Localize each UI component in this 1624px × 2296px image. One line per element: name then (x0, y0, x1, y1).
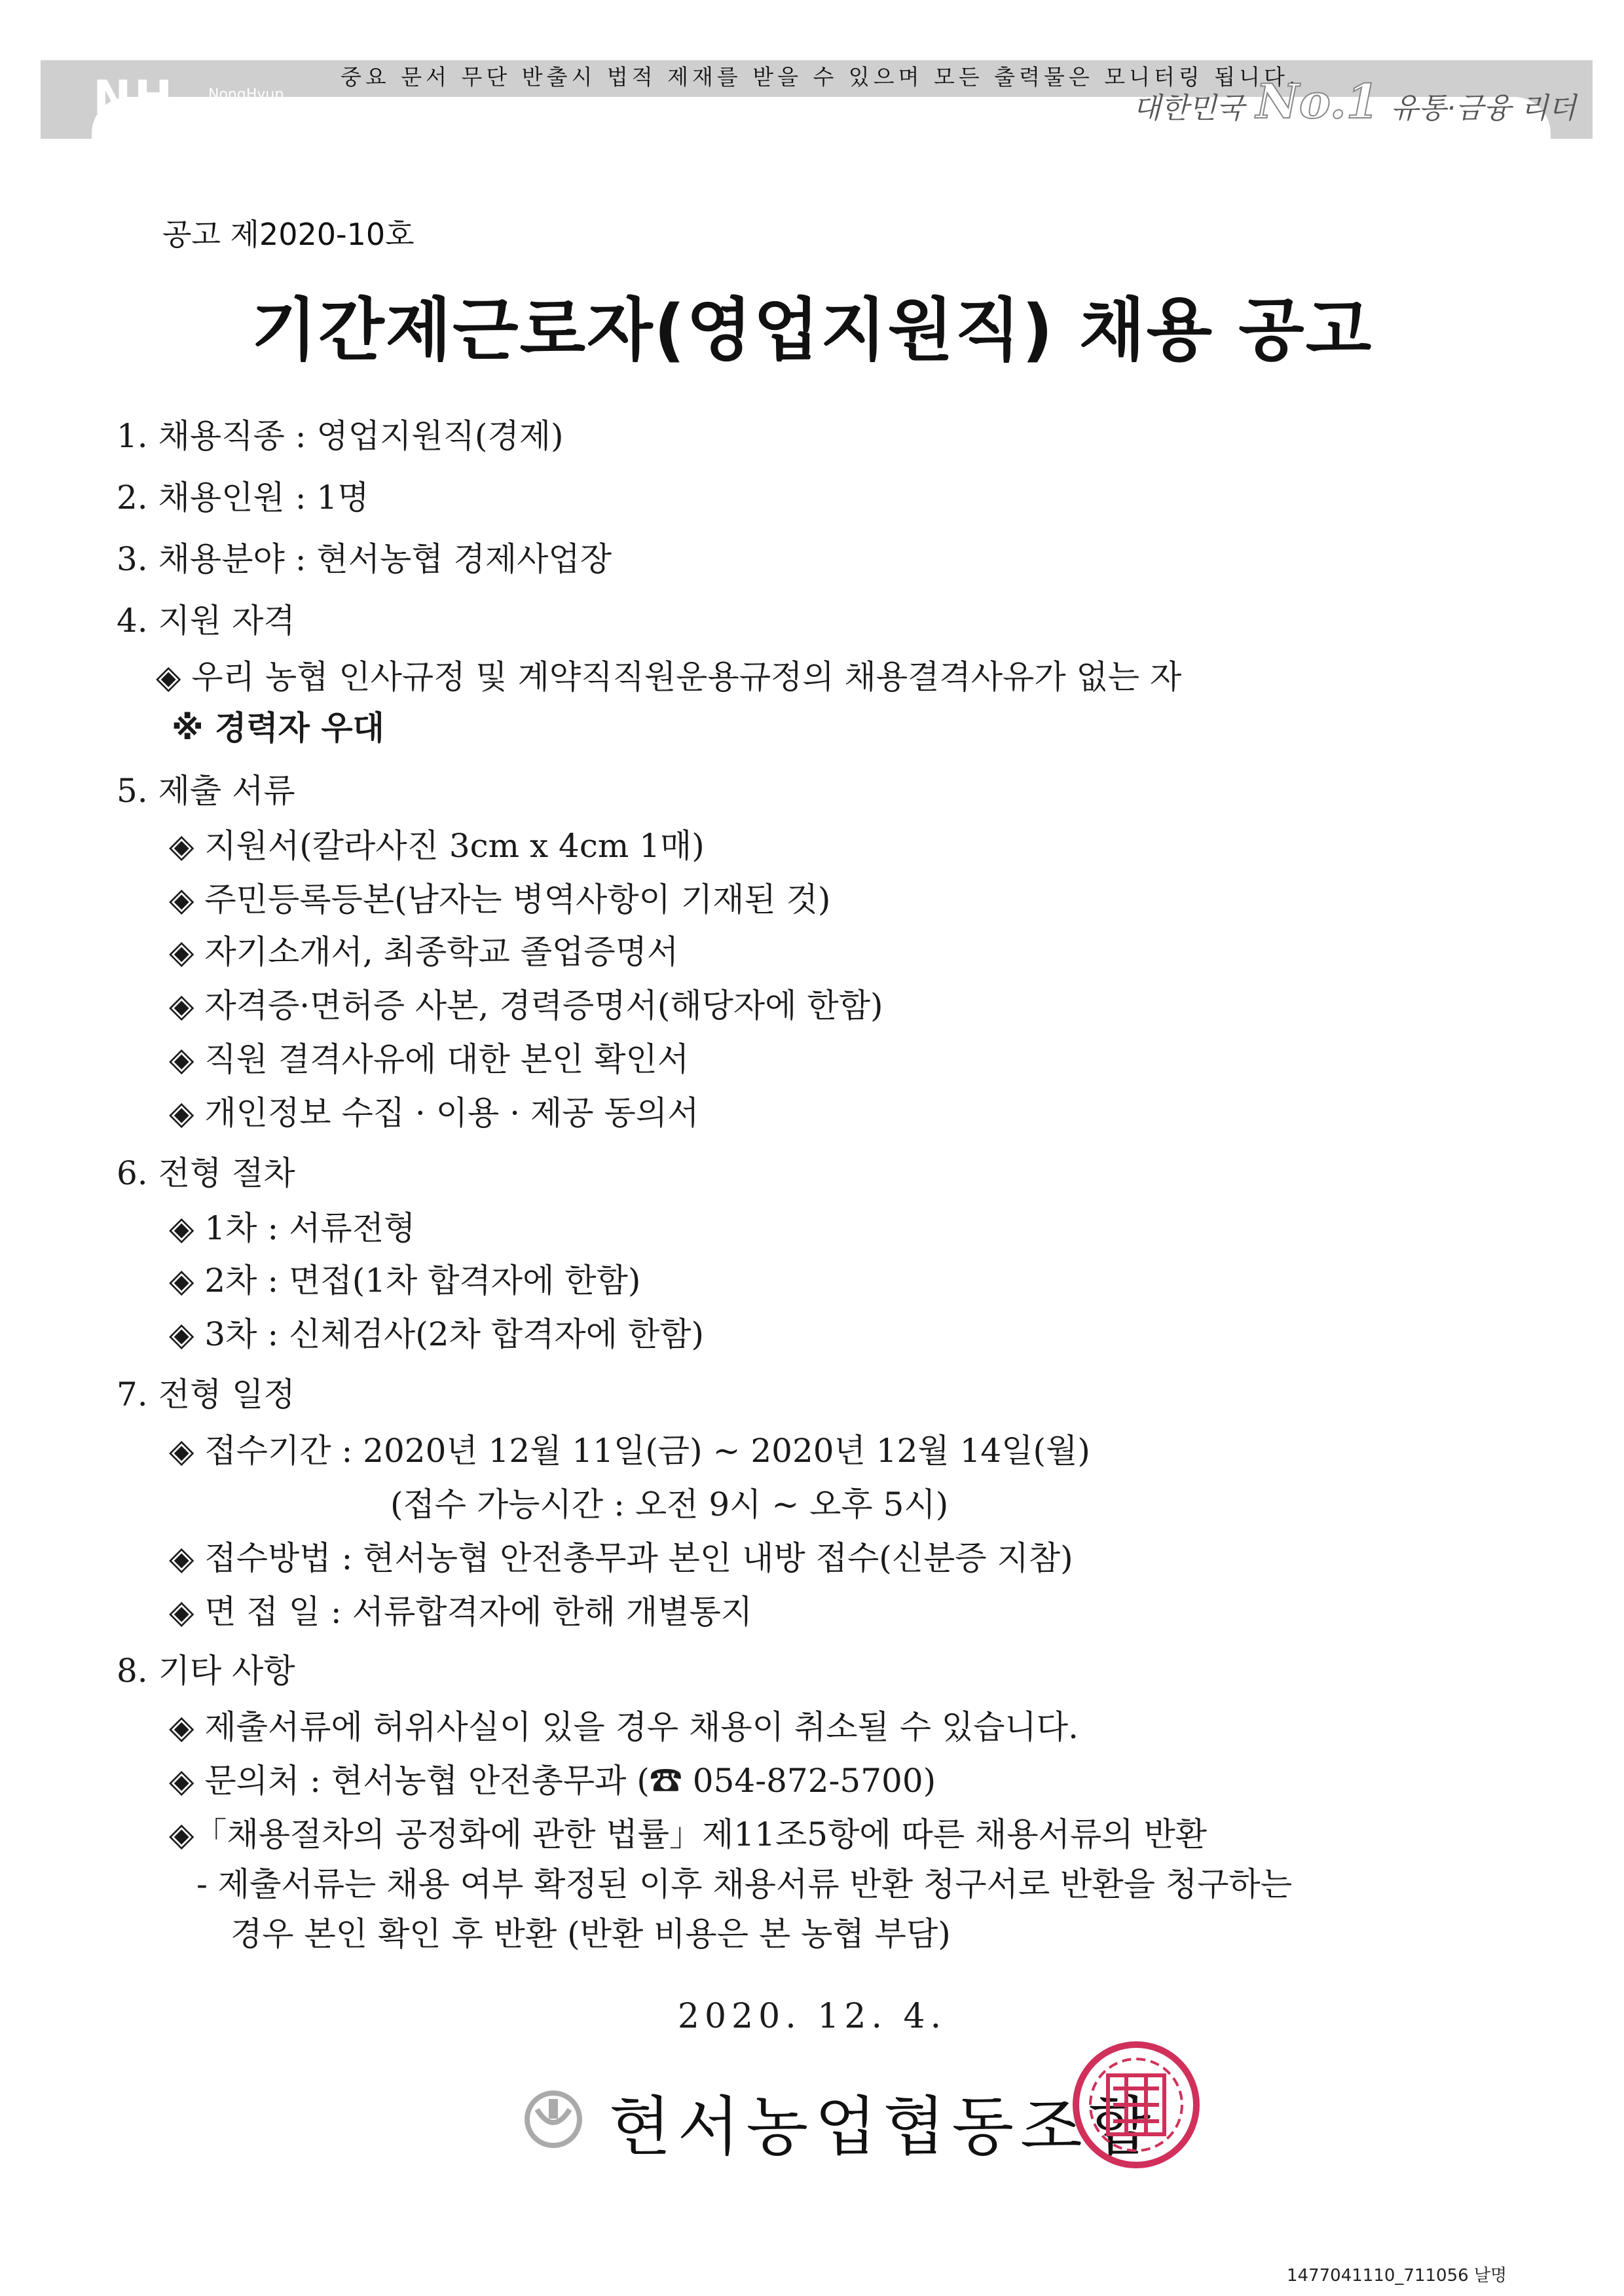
body-line: ◈ 자격증·면허증 사본, 경력증명서(해당자에 한함) (169, 987, 883, 1025)
body-line: ◈ 주민등록등본(남자는 병역사항이 기재된 것) (169, 881, 831, 919)
nh-logo: NH (93, 71, 175, 124)
page-title: 기간제근로자(영업지원직) 채용 공고 (251, 290, 1373, 370)
notice-date: 2020. 12. 4. (677, 1997, 947, 2036)
body-line: ◈ 개인정보 수집 · 이용 · 제공 동의서 (169, 1094, 699, 1132)
body-line: (접수 가능시간 : 오전 9시 ~ 오후 5시) (390, 1485, 949, 1523)
body-line: ◈ 접수기간 : 2020년 12월 11일(금) ~ 2020년 12월 14일(월) (169, 1432, 1090, 1470)
confidential-banner: 중요 문서 무단 반출시 법적 제재를 받을 수 있으며 모든 출력물은 모니터링 됩니다. (341, 64, 1300, 90)
body-line: 6. 전형 절차 (117, 1154, 295, 1192)
body-line: 3. 채용분야 : 현서농협 경제사업장 (117, 540, 612, 578)
footer-code: 1477041110_711056 날명 (1287, 2266, 1507, 2286)
body-line: 4. 지원 자격 (117, 602, 295, 640)
slogan-mark: No.1 (1256, 73, 1379, 129)
body-line: ◈ 1차 : 서류전형 (169, 1209, 416, 1247)
slogan (1133, 73, 1576, 129)
body-line: - 제출서류는 채용 여부 확정된 이후 채용서류 반환 청구서로 반환을 청구하는 (196, 1865, 1293, 1903)
body-line: 8. 기타 사항 (117, 1652, 295, 1690)
body-line: ◈ 접수방법 : 현서농협 안전총무과 본인 내방 접수(신분증 지참) (169, 1539, 1073, 1577)
body-line: ◈ 면 접 일 : 서류합격자에 한해 개별통지 (169, 1593, 753, 1631)
body-line: ◈ 2차 : 면접(1차 합격자에 한함) (169, 1262, 641, 1300)
body-line: ◈ 제출서류에 허위사실이 있을 경우 채용이 취소될 수 있습니다. (169, 1708, 1079, 1746)
body-line: ◈ 3차 : 신체검사(2차 합격자에 한함) (169, 1315, 705, 1353)
slogan-left: 대한민국 (1133, 92, 1245, 125)
body-line: 2. 채용인원 : 1명 (117, 479, 369, 517)
nh-logo-subtitle: NongHyup (208, 86, 284, 103)
body-line: 경우 본인 확인 후 반환 (반환 비용은 본 농협 부담) (231, 1915, 951, 1953)
body-line: ◈ 문의처 : 현서농협 안전총무과 (☎ 054-872-5700) (169, 1762, 936, 1800)
body-line: ◈ 지원서(칼라사진 3cm x 4cm 1매) (169, 827, 705, 865)
body-line: 1. 채용직종 : 영업지원직(경제) (117, 417, 564, 455)
body-line: ◈ 직원 결격사유에 대한 본인 확인서 (169, 1040, 690, 1078)
body-line: ◈ 우리 농협 인사규정 및 계약직직원운용규정의 채용결격사유가 없는 자 (156, 658, 1182, 696)
slogan-right: 유통·금융 리더 (1390, 92, 1576, 125)
body-line: ◈ 자기소개서, 최종학교 졸업증명서 (169, 933, 679, 971)
nh-emblem-icon (524, 2090, 583, 2149)
body-line: 5. 제출 서류 (117, 772, 295, 810)
notice-number: 공고 제2020-10호 (162, 217, 415, 252)
official-seal-icon (1067, 2036, 1205, 2174)
body-line-emphasis: ※ 경력자 우대 (172, 709, 384, 747)
body-line: ◈「채용절차의 공정화에 관한 법률」제11조5항에 따른 채용서류의 반환 (169, 1815, 1208, 1853)
body-line: 7. 전형 일정 (117, 1376, 295, 1413)
organization-name: 현서농업협동조합 (609, 2090, 1158, 2164)
